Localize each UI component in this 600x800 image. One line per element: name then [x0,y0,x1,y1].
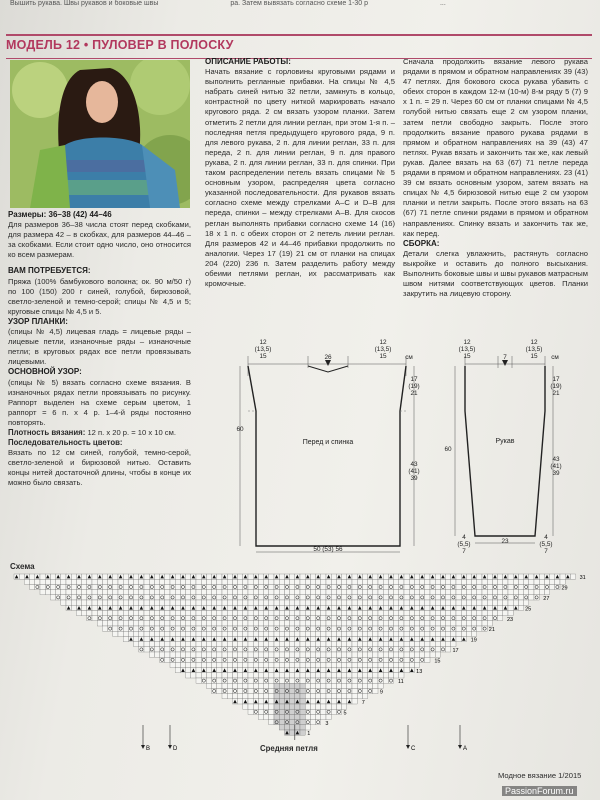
density-text: 12 п. х 20 р. = 10 х 10 см. [87,427,176,437]
work-description-text: Начать вязание с горловины круговыми рядами и выполнить регланные прибавки. На спицы № 4,5 набрать синей нитью 32 петли, замкнуть в кольцо, контрастной по цвету ниткой маркировать начало кругового ряда. 2 см вязать узором планки. Затем отметить 2 петли для линии реглан, при этом 1-я п. – последняя петля предыдущего кругового ряда, 9 п. для левого рукава, 2 п. для линии реглан, 33 п. для переда, 2 п. для линии реглан, 9 п. для правого рукава, 2 п. для линии реглан, 33 п. для спинки. При таком распределении петель вязать спицами № 5 основным узором, распределяя цвета согласно указанной последовательности. Для рукавов вязать согласно схеме между стрелками A–C и D–B для переда, спинки – между стрелками A–B. Для скосов реглан выполнять прибавки согласно схеме 14 (16) 18 х 1 п. с обеих сторон от 2 петель линии реглан. Для размеров 42 и 44–46 прибавки продолжить по аналогии. Через 17 (19) 21 см от планки на спицах 204 (220) 236 п. Затем разделить работу между обеими петлями реглан, их рассматривать как кромочные. [205,67,395,289]
column-left [8,210,191,489]
sleeve-top-left-dim: 12 (13,5) 15 [458,339,476,360]
continued-text: Сначала продолжить вязание левого рукава рядами в прямом и обратном направлениях 39 (43) 47 петлях. Для бокового скоса рукава убавить с обеих сторон в каждом 12-м (10-м) 8-м ряду 5 (7) 9 х 1 п. = 29 п. Через 60 см от планки спицами № 4,5 голубой нитью связать еще 2 см узором планки, затем петли свободно закрыть. После этого продолжить вязание правого рукава рядами в прямом и обратном направлениях на 39 (43) 47 петлях. Рукав вязать и закончить так же, как левый рукав. Далее вязать на 63 (67) 71 петле переда рядами в прямом и обратном направлениях. 23 (41) 39 см вязать основным узором, затем вязать на спицах № 4,5 бирюзовой нитью еще 2 см узором планки и петли закрыть. После этого вязать на 63 (67) 71 петле спинки рядами в прямом и обратном направлениях. Спинку вязать и закончить так же, как перед. [403,57,588,238]
middle-stitch-label: Средняя петля [260,744,318,753]
chart-arrow-label: D [173,746,178,752]
density-line [8,428,191,438]
row-number: 5 [343,710,347,717]
main-pattern-title: ОСНОВНОЙ УЗОР: [8,367,82,377]
row-number: 25 [525,606,532,613]
top-cut-text: Вышить рукава. Швы рукавов и боковые швы ра. Затем вывязать согласно схеме 1-30 р ... [10,0,446,7]
row-number: 1 [307,731,311,738]
sleeve-pattern-diagram [440,336,590,561]
chart-arrow-head [406,745,410,749]
sleeve-label: Рукав [495,438,515,445]
row-number: 15 [434,658,441,665]
sleeve-bottom-dim: 23 [501,538,509,545]
materials-title: ВАМ ПОТРЕБУЕТСЯ: [8,266,91,276]
chart-arrow-label: C [411,746,416,752]
front-right-lower-dim: 43 (41) 39 [408,461,420,482]
knitting-chart [8,570,592,755]
work-description-title: ОПИСАНИЕ РАБОТЫ: [205,57,291,66]
schema-title: Схема [10,562,35,571]
chart-arrow-label: A [463,746,468,752]
sleeve-outline [440,336,590,561]
sizes-text: Для размеров 36–38 числа стоят перед скобками, для размера 42 – в скобках, для размеров 44–46 – за скобками. Если стоит одно число, оно относится ко всем размерам. [8,220,191,260]
front-back-outline [228,336,428,561]
sleeve-bottom-left-dim: 4 (5,5) 7 [457,534,471,555]
front-right-upper-dim: 17 (19) 21 [408,376,420,397]
assembly-text: Детали слегка увлажнить, растянуть согласно выкройке и оставить до полного высыхания. Выполнить боковые швы и швы рукавов матрасным швом нитями соответствующих цветов. Планки закрутить на лицевую сторону. [403,248,588,299]
chart-arrow-head [168,745,172,749]
row-number: 29 [561,585,568,592]
model-photo [10,60,190,208]
chart-arrow-label: B [146,746,151,752]
model-header [6,34,592,59]
sleeve-right-upper-dim: 17 (19) 21 [550,376,562,397]
row-number: 11 [398,679,404,686]
front-unit: см [405,354,413,361]
model-title: МОДЕЛЬ 12 • ПУЛОВЕР В ПОЛОСКУ [6,38,234,52]
front-bottom-dim: 50 (53) 56 [313,546,343,553]
row-number: 31 [579,575,586,582]
sleeve-left-dim: 60 [444,446,452,453]
front-top-right-dim: 12 (13,5) 15 [374,339,392,360]
column-middle [205,57,395,289]
watermark: PassionForum.ru [502,786,577,796]
front-back-label: Перед и спинка [302,439,354,446]
front-left-dim: 60 [236,426,244,433]
front-back-pattern-diagram [228,336,428,561]
sizes-title: Размеры: 36–38 (42) 44–46 [8,210,112,219]
row-number: 17 [452,648,459,654]
color-sequence-text: Вязать по 12 см синей, голубой, темно-серой, светло-зеленой и бирюзовой нитью. Оставить концы нитей достаточной длины, чтобы в конце их можно было связать. [8,448,191,488]
front-top-mid-dim: 26 [324,354,332,361]
assembly-title: СБОРКА: [403,238,440,248]
column-right [403,57,588,299]
sleeve-top-right-dim: 12 (13,5) 15 [525,339,543,360]
materials-text: Пряжа (100% бамбукового волокна; ок. 90 м/50 г) по 100 (150) 200 г синей, голубой, бирюзовой, светло-зеленой и темно-серой; спицы № 4,5 и 5; круговые спицы № 4,5 и 5. [8,276,191,316]
magazine-issue: Модное вязание 1/2015 [498,771,582,780]
row-number: 23 [506,616,514,623]
row-number: 7 [361,700,365,706]
main-pattern-text: (спицы № 5) вязать согласно схеме вязания. В изнаночных рядах петли провязывать по рисунку. Раппорт выделен на схеме серым цветом, 1 раппорт = 6 п. х 4 р. 1–4-й ряды постоянно повторять. [8,377,191,427]
sleeve-bottom-right-dim: 4 (5,5) 7 [539,534,553,555]
plank-pattern-title: УЗОР ПЛАНКИ: [8,316,68,326]
sleeve-unit: см [551,354,559,361]
row-number: 9 [379,689,383,696]
chart-arrow-head [141,745,145,749]
row-number: 27 [543,596,550,602]
row-number: 19 [470,637,477,644]
sleeve-top-mid-dim: 7 [503,354,507,361]
chart-arrow-head [458,745,462,749]
row-number: 3 [325,720,329,727]
plank-pattern-text: (спицы № 4,5) лицевая гладь = лицевые ряды – лицевые петли, изнаночные ряды – изнаночные петли; в круговых рядах все петли провязывать лицевыми. [8,327,191,367]
model-photo-illustration [10,60,190,208]
color-sequence-title: Последовательность цветов: [8,438,123,448]
row-number: 21 [488,627,495,634]
sleeve-right-lower-dim: 43 (41) 39 [550,456,562,477]
row-number: 13 [416,668,423,675]
front-top-left-dim: 12 (13,5) 15 [254,339,272,360]
density-title: Плотность вязания: [8,427,86,437]
